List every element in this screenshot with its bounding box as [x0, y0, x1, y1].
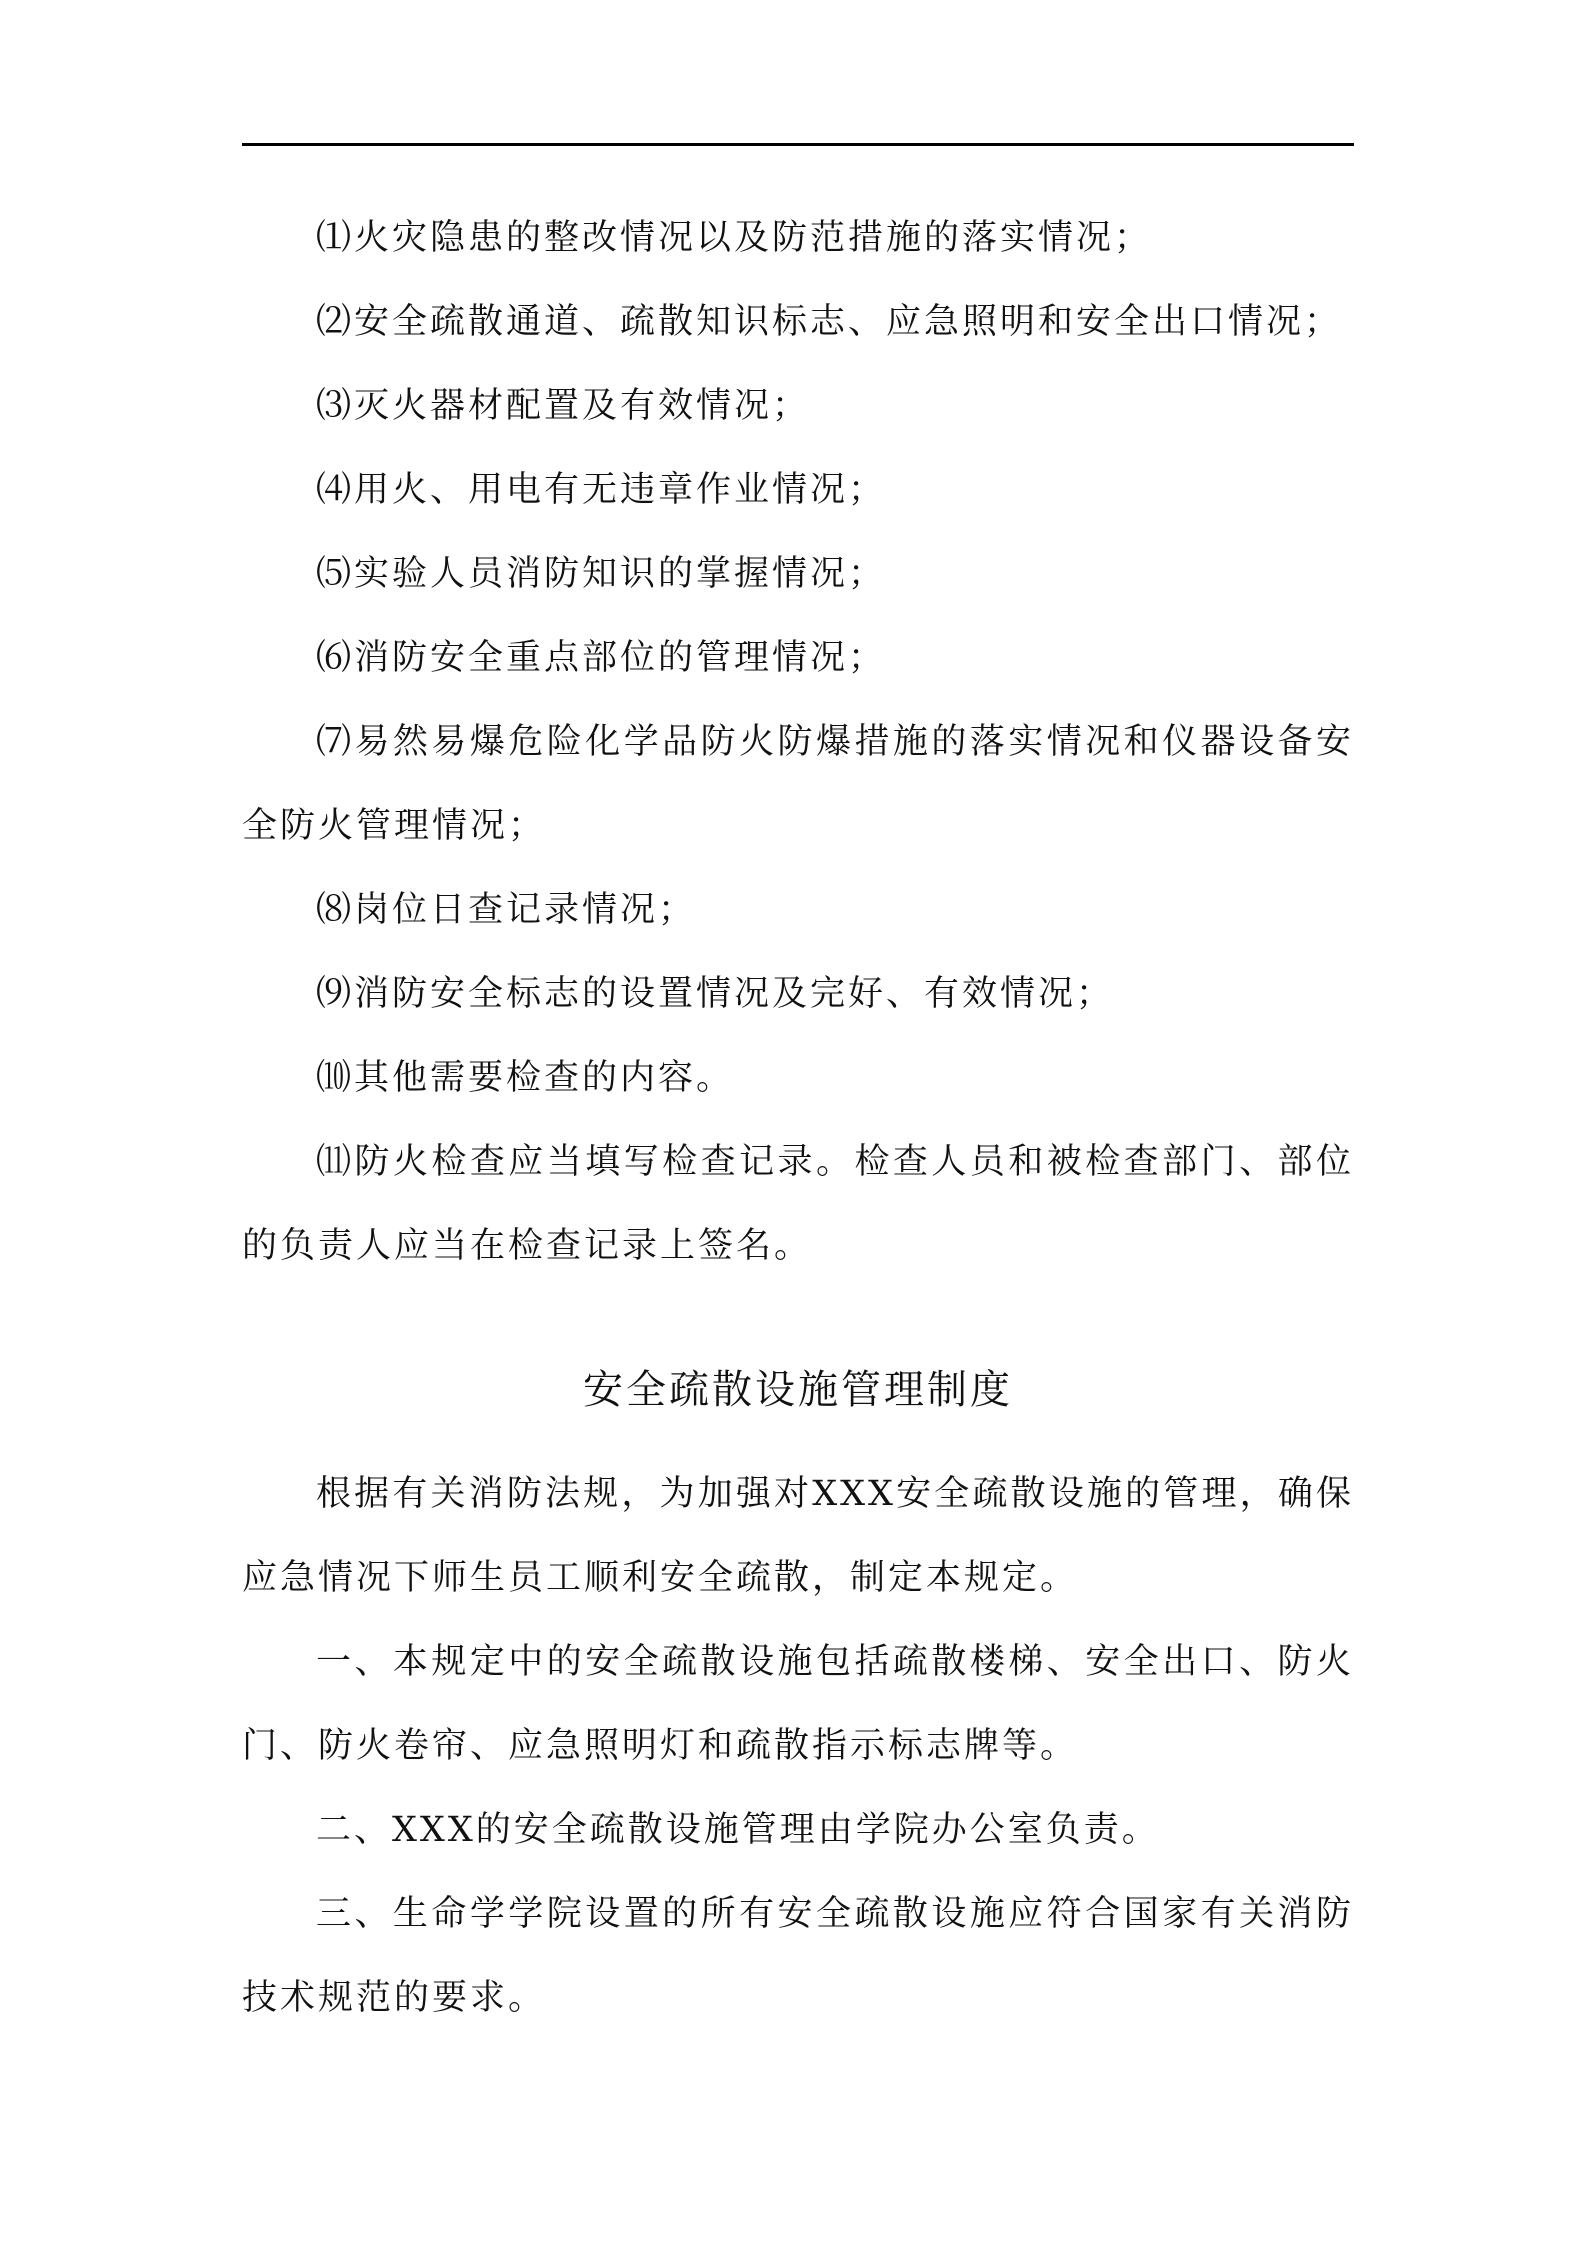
inspection-item-7: ⑺易然易爆危险化学品防火防爆措施的落实情况和仪器设备安全防火管理情况； — [242, 722, 1354, 846]
inspection-item-10: ⑽其他需要检查的内容。 — [316, 1058, 735, 1098]
inspection-item-6: ⑹消防安全重点部位的管理情况； — [316, 638, 887, 678]
section-title: 安全疏散设施管理制度 — [583, 1367, 1013, 1413]
intro-paragraph: 根据有关消防法规，为加强对XXX安全疏散设施的管理，确保应急情况下师生员工顺利安全疏散，制定本规定。 — [242, 1474, 1354, 1598]
inspection-item-9: ⑼消防安全标志的设置情况及完好、有效情况； — [316, 974, 1115, 1014]
clause-1: 一、本规定中的安全疏散设施包括疏散楼梯、安全出口、防火门、防火卷帘、应急照明灯和疏散指示标志牌等。 — [242, 1642, 1354, 1766]
document-body — [242, 196, 1354, 2040]
clause-3: 三、生命学学院设置的所有安全疏散设施应符合国家有关消防技术规范的要求。 — [242, 1894, 1354, 2018]
inspection-item-4: ⑷用火、用电有无违章作业情况； — [316, 470, 887, 510]
inspection-item-11: ⑾防火检查应当填写检查记录。检查人员和被检查部门、部位的负责人应当在检查记录上签名。 — [242, 1142, 1354, 1266]
clause-2: 二、XXX的安全疏散设施管理由学院办公室负责。 — [316, 1810, 1160, 1850]
header-rule — [242, 143, 1354, 146]
inspection-item-5: ⑸实验人员消防知识的掌握情况； — [316, 554, 887, 594]
inspection-item-3: ⑶灭火器材配置及有效情况； — [316, 386, 811, 426]
inspection-item-1: ⑴火灾隐患的整改情况以及防范措施的落实情况； — [316, 218, 1153, 258]
inspection-item-2: ⑵安全疏散通道、疏散知识标志、应急照明和安全出口情况； — [316, 302, 1343, 342]
inspection-item-8: ⑻岗位日查记录情况； — [316, 890, 697, 930]
